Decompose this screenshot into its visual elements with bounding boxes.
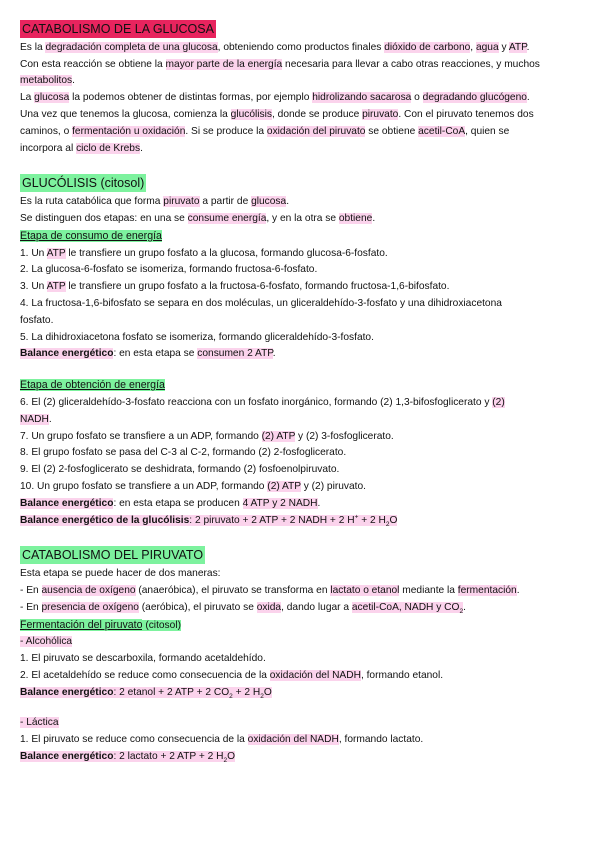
energy-balance: Balance energético: en esta etapa se consumen 2 ATP.: [20, 348, 276, 360]
paragraph: incorpora al ciclo de Krebs.: [20, 142, 143, 154]
list-item: 9. El (2) 2-fosfoglicerato se deshidrata, formando (2) fosfoenolpiruvato.: [20, 464, 340, 476]
subheading: - Láctica: [20, 717, 59, 729]
paragraph: Esta etapa se puede hacer de dos maneras:: [20, 568, 221, 580]
paragraph: Una vez que tenemos la glucosa, comienza la glucólisis, donde se produce piruvato. Con el piruvato tenemos dos: [20, 108, 534, 120]
list-item: 7. Un grupo fosfato se transfiere a un ADP, formando (2) ATP y (2) 3-fosfoglicerato.: [20, 430, 394, 442]
list-item: 4. La fructosa-1,6-bifosfato se separa en dos moléculas, un gliceraldehído-3-fosfato y una dihidroxiacetona fosfato.: [20, 297, 502, 326]
energy-balance: Balance energético: en esta etapa se producen 4 ATP y 2 NADH.: [20, 497, 321, 509]
list-item: 2. El acetaldehído se reduce como consecuencia de la oxidación del NADH, formando etanol.: [20, 669, 444, 681]
list-item: 5. La dihidroxiacetona fosfato se isomeriza, formando gliceraldehído-3-fosfato.: [20, 331, 374, 343]
section-catabolismo-glucosa: [20, 20, 582, 157]
paragraph: Con esta reacción se obtiene la mayor parte de la energía necesaria para llevar a cabo otras reacciones, y muchos metabolitos.: [20, 58, 540, 87]
section-title: CATABOLISMO DEL PIRUVATO: [22, 548, 204, 563]
list-item: - En presencia de oxígeno (aeróbica), el piruvato se oxida, dando lugar a acetil-CoA, NADH y $CO_2$.: [20, 601, 466, 615]
list-item: 1. Un ATP le transfiere un grupo fosfato a la glucosa, formando glucosa-6-fosfato.: [20, 247, 388, 259]
energy-balance: Balance energético: 2 etanol + 2 ATP + 2 $CO_2 + 2$ $H_2O$: [20, 686, 272, 700]
subheading: - Alcohólica: [20, 636, 73, 648]
list-item: 10. Un grupo fosfato se transfiere a un ADP, formando (2) ATP y (2) piruvato.: [20, 480, 367, 492]
section-catabolismo-piruvato: [20, 546, 582, 766]
list-item: - En ausencia de oxígeno (anaeróbica), el piruvato se transforma en lactato o etanol mediante la fermentación.: [20, 584, 520, 596]
list-item: 2. La glucosa-6-fosfato se isomeriza, formando fructosa-6-fosfato.: [20, 264, 318, 276]
list-item: 1. El piruvato se descarboxila, formando acetaldehído.: [20, 653, 266, 665]
paragraph: Es la ruta catabólica que forma piruvato a partir de glucosa.: [20, 196, 290, 208]
section-glucolisis: [20, 174, 582, 529]
paragraph: Es la degradación completa de una glucosa, obteniendo como productos finales dióxido de carbono, agua y ATP.: [20, 41, 530, 53]
section-title: GLUCÓLISIS (citosol): [22, 176, 145, 191]
subheading: Etapa de obtención de energía: [20, 379, 165, 392]
list-item: 3. Un ATP le transfiere un grupo fosfato a la fructosa-6-fosfato, formando fructosa-1,6-bifosfato.: [20, 281, 450, 293]
list-item: 6. El (2) gliceraldehído-3-fosfato reacciona con un fosfato inorgánico, formando (2) 1,3-bifosfoglicerato y (2) NADH.: [20, 396, 505, 425]
subheading: Fermentación del piruvato (citosol): [20, 618, 181, 631]
paragraph: caminos, o fermentación u oxidación. Si se produce la oxidación del piruvato se obtiene acetil-CoA, quien se: [20, 125, 510, 137]
subheading: Etapa de consumo de energía: [20, 229, 162, 242]
energy-balance: Balance energético: 2 lactato + 2 ATP + 2 $H_2O$: [20, 751, 236, 765]
paragraph: La glucosa la podemos obtener de distintas formas, por ejemplo hidrolizando sacarosa o degradando glucógeno.: [20, 92, 530, 104]
energy-balance-total: Balance energético de la glucólisis: 2 piruvato + 2 ATP + 2 NADH + 2 H+ + 2 $H_2O$: [20, 513, 398, 528]
section-title: CATABOLISMO DE LA GLUCOSA: [22, 22, 214, 36]
list-item: 8. El grupo fosfato se pasa del C-3 al C-2, formando (2) 2-fosfoglicerato.: [20, 447, 347, 459]
paragraph: Se distinguen dos etapas: en una se consume energía, y en la otra se obtiene.: [20, 212, 376, 224]
list-item: 1. El piruvato se reduce como consecuencia de la oxidación del NADH, formando lactato.: [20, 734, 424, 746]
